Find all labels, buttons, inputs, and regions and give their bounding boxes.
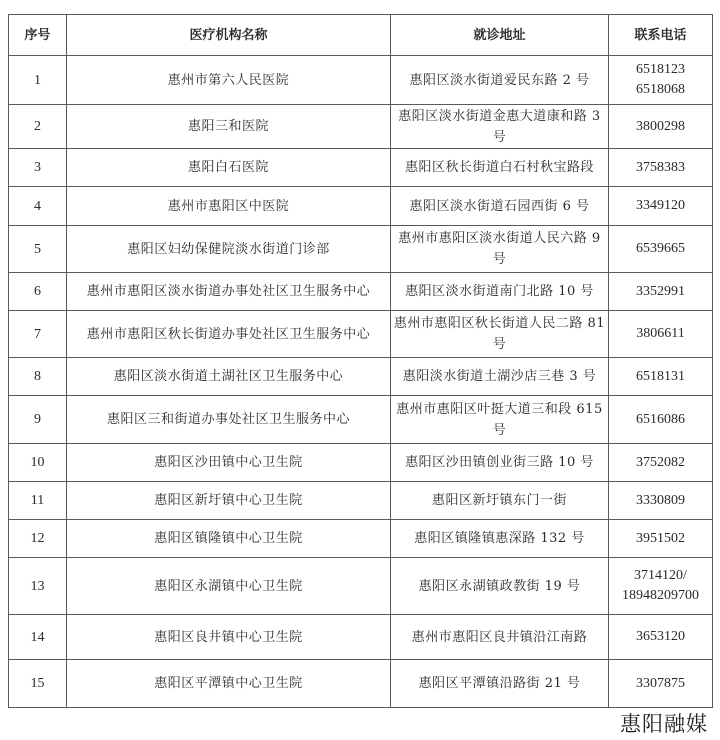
institution-name: 惠阳区新圩镇中心卫生院: [67, 482, 391, 520]
row-index: 12: [9, 520, 67, 558]
table-row: [9, 482, 713, 520]
institution-address: 惠阳区平潭镇沿路街 21 号: [391, 660, 609, 708]
phone-cell: [609, 311, 713, 358]
phone-number: 18948209700: [622, 588, 699, 603]
institution-name: 惠州市惠阳区淡水街道办事处社区卫生服务中心: [67, 273, 391, 311]
row-index: 14: [9, 615, 67, 660]
phone-cell: [609, 615, 713, 660]
watermark: 惠阳融媒: [620, 712, 708, 736]
table-row: [9, 187, 713, 226]
table-row: [9, 396, 713, 444]
phone-number: 6518068: [636, 82, 685, 97]
phone-number: 3714120/: [634, 568, 687, 583]
row-index: 10: [9, 444, 67, 482]
phone-number: 6518123: [636, 62, 685, 77]
institution-address: 惠阳区淡水街道石园西街 6 号: [391, 187, 609, 226]
institution-name: 惠阳区妇幼保健院淡水街道门诊部: [67, 226, 391, 273]
hospital-table: [8, 14, 713, 708]
institution-name: 惠阳区镇隆镇中心卫生院: [67, 520, 391, 558]
institution-address: 惠阳区新圩镇东门一街: [391, 482, 609, 520]
institution-name: 惠阳区三和街道办事处社区卫生服务中心: [67, 396, 391, 444]
table-header-row: [9, 15, 713, 56]
institution-address: 惠州市惠阳区良井镇沿江南路: [391, 615, 609, 660]
institution-name: 惠州市惠阳区中医院: [67, 187, 391, 226]
row-index: 2: [9, 105, 67, 149]
table-row: [9, 358, 713, 396]
institution-address: 惠阳区永湖镇政教街 19 号: [391, 558, 609, 615]
header-address: 就诊地址: [391, 15, 609, 56]
table-row: [9, 615, 713, 660]
row-index: 7: [9, 311, 67, 358]
row-index: 5: [9, 226, 67, 273]
phone-cell: [609, 558, 713, 615]
row-index: 4: [9, 187, 67, 226]
institution-name: 惠阳区良井镇中心卫生院: [67, 615, 391, 660]
row-index: 6: [9, 273, 67, 311]
row-index: 1: [9, 56, 67, 105]
table-row: [9, 105, 713, 149]
phone-cell: [609, 187, 713, 226]
phone-number: 3653120: [636, 629, 685, 644]
institution-address: 惠阳区秋长街道白石村秋宝路段: [391, 149, 609, 187]
table-row: [9, 149, 713, 187]
institution-name: 惠阳区永湖镇中心卫生院: [67, 558, 391, 615]
institution-address: 惠阳区镇隆镇惠深路 132 号: [391, 520, 609, 558]
phone-number: 6516086: [636, 411, 685, 427]
institution-name: 惠州市第六人民医院: [67, 56, 391, 105]
table-row: [9, 520, 713, 558]
phone-number: 3800298: [636, 118, 685, 134]
phone-cell: [609, 273, 713, 311]
institution-name: 惠阳区沙田镇中心卫生院: [67, 444, 391, 482]
institution-address: 惠阳区淡水街道爱民东路 2 号: [391, 56, 609, 105]
phone-cell: [609, 358, 713, 396]
phone-cell: [609, 149, 713, 187]
institution-name: 惠阳区平潭镇中心卫生院: [67, 660, 391, 708]
institution-address: 惠阳区沙田镇创业街三路 10 号: [391, 444, 609, 482]
header-institution-name: 医疗机构名称: [67, 15, 391, 56]
phone-cell: [609, 56, 713, 105]
phone-number: 3806611: [636, 326, 685, 341]
table-body: [9, 56, 713, 708]
institution-address: 惠州市惠阳区淡水街道人民六路 9 号: [391, 226, 609, 273]
phone-number: 6539665: [636, 241, 685, 256]
table-row: [9, 558, 713, 615]
row-index: 8: [9, 358, 67, 396]
header-phone: 联系电话: [609, 15, 713, 56]
phone-cell: [609, 482, 713, 520]
institution-address: 惠阳区淡水街道南门北路 10 号: [391, 273, 609, 311]
phone-number: 3349120: [636, 198, 685, 213]
row-index: 9: [9, 396, 67, 444]
table-row: [9, 56, 713, 105]
phone-number: 6518131: [636, 368, 685, 384]
institution-address: 惠阳淡水街道土湖沙店三巷 3 号: [391, 358, 609, 396]
institution-address: 惠阳区淡水街道金惠大道康和路 3 号: [391, 105, 609, 149]
header-index: 序号: [9, 15, 67, 56]
table-row: [9, 273, 713, 311]
phone-cell: [609, 396, 713, 444]
row-index: 3: [9, 149, 67, 187]
institution-name: 惠阳区淡水街道土湖社区卫生服务中心: [67, 358, 391, 396]
row-index: 13: [9, 558, 67, 615]
phone-cell: [609, 660, 713, 708]
institution-address: 惠州市惠阳区秋长街道人民二路 81 号: [391, 311, 609, 358]
phone-number: 3752082: [636, 454, 685, 470]
phone-number: 3758383: [636, 159, 685, 175]
institution-address: 惠州市惠阳区叶挺大道三和段 615 号: [391, 396, 609, 444]
table-row: [9, 226, 713, 273]
phone-number: 3330809: [636, 492, 685, 508]
phone-cell: [609, 444, 713, 482]
phone-cell: [609, 520, 713, 558]
phone-cell: [609, 105, 713, 149]
institution-name: 惠州市惠阳区秋长街道办事处社区卫生服务中心: [67, 311, 391, 358]
institution-name: 惠阳白石医院: [67, 149, 391, 187]
phone-number: 3951502: [636, 530, 685, 546]
phone-cell: [609, 226, 713, 273]
institution-name: 惠阳三和医院: [67, 105, 391, 149]
row-index: 15: [9, 660, 67, 708]
phone-number: 3352991: [636, 283, 685, 299]
row-index: 11: [9, 482, 67, 520]
table-row: [9, 444, 713, 482]
table-row: [9, 660, 713, 708]
phone-number: 3307875: [636, 675, 685, 691]
table-row: [9, 311, 713, 358]
